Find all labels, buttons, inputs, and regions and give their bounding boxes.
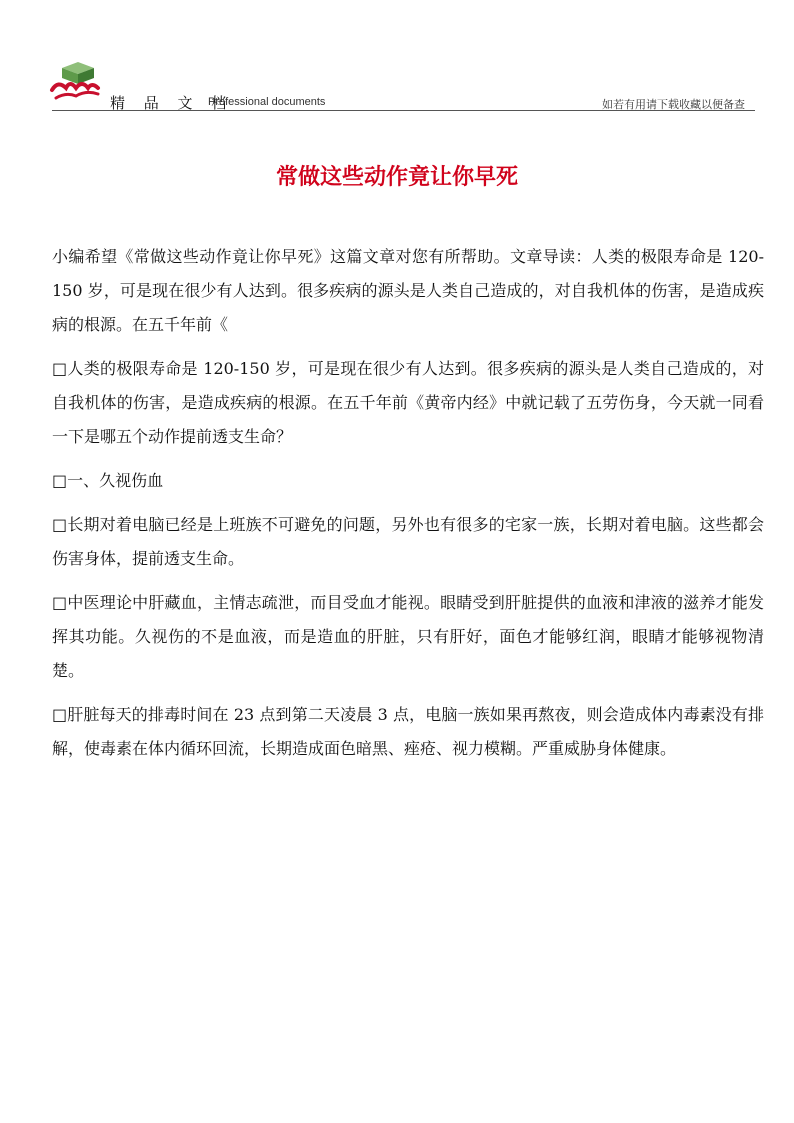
page-header [40, 52, 755, 112]
paragraph: □中医理论中肝藏血，主情志疏泄，而目受血才能视。眼睛受到肝脏提供的血液和津液的滋养才能发挥其功能。久视伤的不是血液，而是造血的肝脏，只有肝好，面色才能够红润，眼睛才能够视物清楚。 [52, 593, 764, 680]
brand-english: Professional documents [208, 96, 326, 108]
paragraph: 小编希望《常做这些动作竟让你早死》这篇文章对您有所帮助。文章导读：人类的极限寿命是 120-150 岁，可是现在很少有人达到。很多疾病的源头是人类自己造成的，对自我机体的伤害，是造成疾病的根源。在五千年前《 [52, 247, 764, 334]
paragraph: □肝脏每天的排毒时间在 23 点到第二天凌晨 3 点，电脑一族如果再熬夜，则会造成体内毒素没有排解，使毒素在体内循环回流，长期造成面色暗黑、痤疮、视力模糊。严重威胁身体健康。 [52, 705, 764, 758]
article-body [52, 240, 764, 776]
brand-name: 精 品 文 档 [110, 94, 234, 112]
page-title: 常做这些动作竟让你早死 [275, 165, 518, 190]
header-divider [52, 110, 755, 111]
paragraph: □人类的极限寿命是 120-150 岁，可是现在很少有人达到。很多疾病的源头是人类自己造成的，对自我机体的伤害，是造成疾病的根源。在五千年前《黄帝内经》中就记载了五劳伤身，今天就一同看一下是哪五个动作提前透支生命？ [52, 359, 764, 446]
book-logo-icon [48, 54, 108, 102]
paragraph: □长期对着电脑已经是上班族不可避免的问题，另外也有很多的宅家一族，长期对着电脑。这些都会伤害身体，提前透支生命。 [52, 515, 764, 568]
header-note: 如若有用请下载收藏以便备查 [602, 98, 745, 111]
section-heading: □一、久视伤血 [52, 471, 164, 490]
